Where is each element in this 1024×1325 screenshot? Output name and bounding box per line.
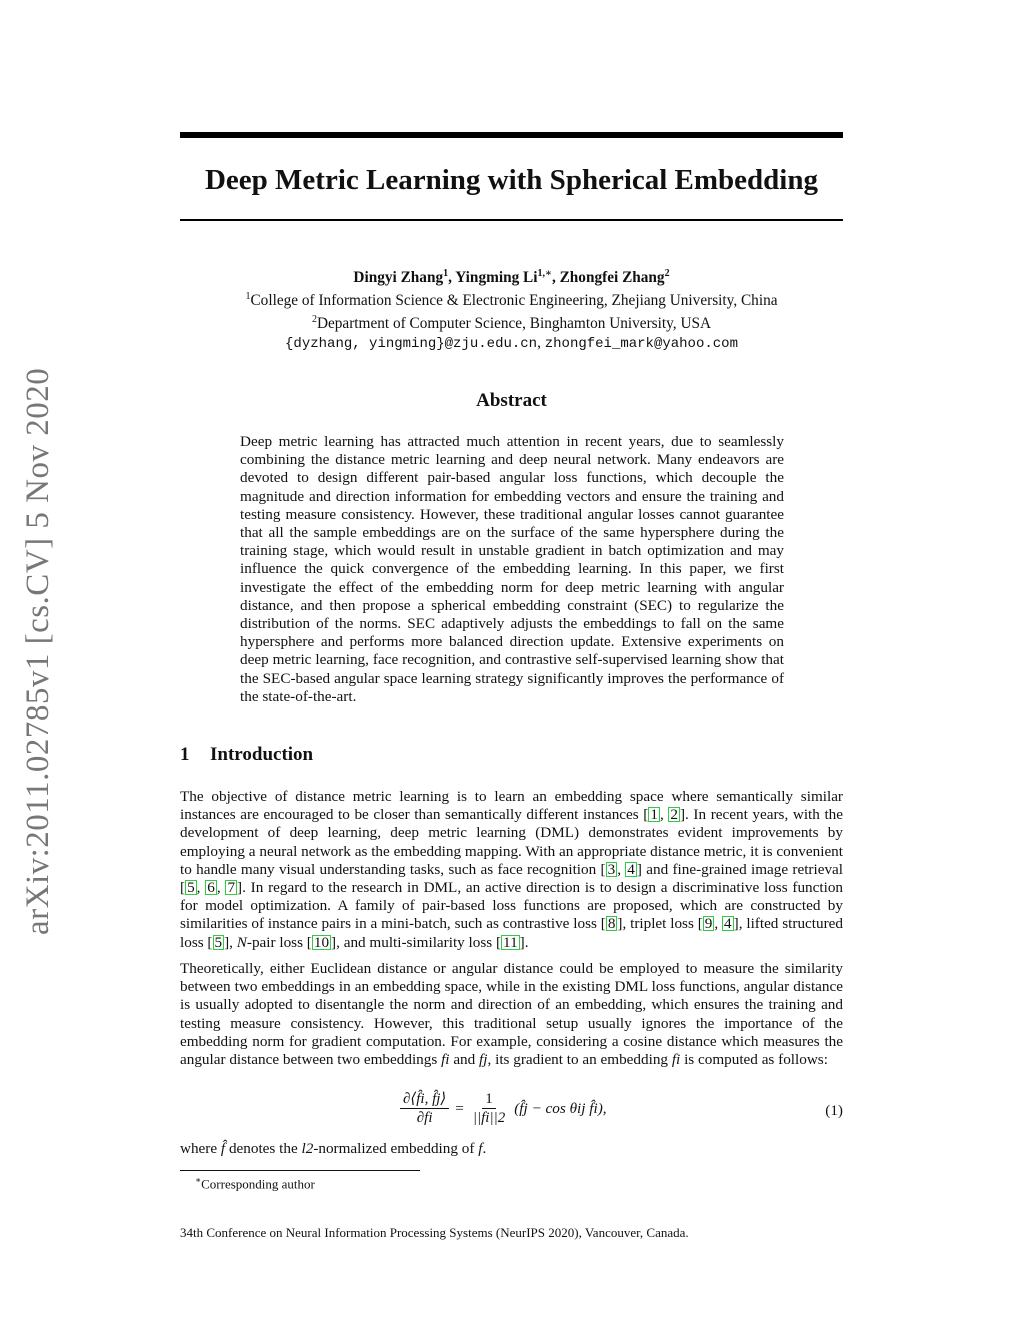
arxiv-stamp: arXiv:2011.02785v1 [cs.CV] 5 Nov 2020 xyxy=(20,367,56,935)
author-name: Zhongfei Zhang xyxy=(559,269,665,287)
intro-paragraph-1: The objective of distance metric learning is to learn an embedding space where semantically similar instances are encouraged to be closer than semantically different instances [ 1 , 2 ]. In recent years, with the development of deep learning, deep metric learning (DML) demonstrates evident improvements by employing a neural network as the embedding mapping. With an appropriate distance metric, it is convenient to handle many visual understanding tasks, such as face recognition [ 3 , 4 ] and fine-grained image retrieval [ 5 , 6 , 7 ]. In regard to the research in DML, an active direction is to design a discriminative loss function for model optimization. A family of pair-based loss functions are proposed, which are constructed by similarities of instance pairs in a mini-batch, such as contrastive loss [ 8 ], triplet loss [ 9 , 4 ], lifted structured loss [ 5 ], N-pair loss [ 10 ], and multi-similarity loss [ 11 ]. xyxy=(180,788,844,951)
citation-link[interactable]: 1 xyxy=(650,806,658,824)
author-block xyxy=(180,264,843,354)
author-names: Dingyi Zhang$^1$, Yingming $Li^{1,∗}$, Zhongfei Zhang$^2$ xyxy=(353,268,670,287)
citation-link[interactable]: 7 xyxy=(227,879,236,897)
citation-link[interactable]: 6 xyxy=(207,879,215,897)
abstract-heading: Abstract xyxy=(476,390,547,411)
affiliation-2: $^2$Department of Computer Science, Binghamton University, USA xyxy=(311,314,712,333)
paper-title: Deep Metric Learning with Spherical Embedding xyxy=(204,164,818,196)
top-rule xyxy=(180,132,843,138)
abstract-text: Deep metric learning has attracted much attention in recent years, due to seamlessly combining the distance metric learning and deep neural network. Many endeavors are devoted to design different pair-based angular loss functions, which decouple the magnitude and direction information for embedding vectors and ensure the training and testing measure consistency. However, these traditional angular losses cannot guarantee that all the sample embeddings are on the surface of the same hypersphere during the training stage, which would result in unstable gradient in batch optimization and may influence the quick convergence of the embedding learning. In this paper, we first investigate the effect of the embedding norm for deep metric learning with angular distance, and then propose a spherical embedding constraint (SEC) to regularize the distribution of the norms. SEC adaptively adjusts the embeddings to fall on the same hypersphere and performs more balanced direction update. Extensive experiments on deep metric learning, face recognition, and contrastive self-supervised learning show that the SEC-based angular space learning strategy significantly improves the performance of the state-of-the-art. xyxy=(240,433,784,705)
author-name: Dingyi Zhang xyxy=(353,269,444,287)
citation-link[interactable]: 11 xyxy=(503,933,518,951)
equation-explanation: where f̂ denotes the l2-normalized embedding of f. xyxy=(180,1140,487,1157)
citation-link[interactable]: 4 xyxy=(627,860,635,878)
section-heading: 1 Introduction xyxy=(180,744,314,765)
citation-link[interactable]: 5 xyxy=(187,879,195,897)
citation-link[interactable]: 3 xyxy=(607,860,616,878)
conference-footer: 34th Conference on Neural Information Processing Systems (NeurIPS 2020), Vancouver, Canada. xyxy=(180,1225,689,1240)
citation-link[interactable]: 9 xyxy=(704,915,713,933)
citation-link[interactable]: 4 xyxy=(724,915,732,933)
footnote-rule xyxy=(180,1170,420,1171)
author-emails: {dyzhang, yingming}@zju.edu.cn, zhongfei_mark@yahoo.com xyxy=(285,334,738,353)
affiliation-1: $^1$College of Information Science & Electronic Engineering, Zhejiang University, China xyxy=(245,291,778,310)
footnote: ∗Corresponding author xyxy=(195,1175,315,1192)
citation-link[interactable]: 5 xyxy=(214,933,223,951)
equation-1: $\frac{\partial⟨f̂i, f̂j⟩}{\partial fi}$ = $\frac{1}{||fi||2}$ (f̂j − cos θij f̂i), (1) xyxy=(180,1090,843,1134)
citation-link[interactable]: 2 xyxy=(670,806,678,824)
intro-paragraph-2: Theoretically, either Euclidean distance or angular distance could be employed to measure the similarity between two embeddings in an embedding space, while in the existing DML loss functions, angular distance is usually adopted to disentangle the norm and direction of an embedding, which ensures the training and testing measure consistency. However, this traditional setup usually ignores the importance of the embedding norm for gradient computation. For example, considering a cosine distance which measures the angular distance between two embeddings fi and fj, its gradient to an embedding fi is computed as follows: xyxy=(180,960,843,1069)
author-name: Yingming Li xyxy=(455,269,538,287)
equation-number: (1) xyxy=(825,1102,843,1119)
title-rule xyxy=(180,219,843,221)
citation-link[interactable]: 10 xyxy=(313,933,330,951)
citation-link[interactable]: 8 xyxy=(607,915,616,933)
